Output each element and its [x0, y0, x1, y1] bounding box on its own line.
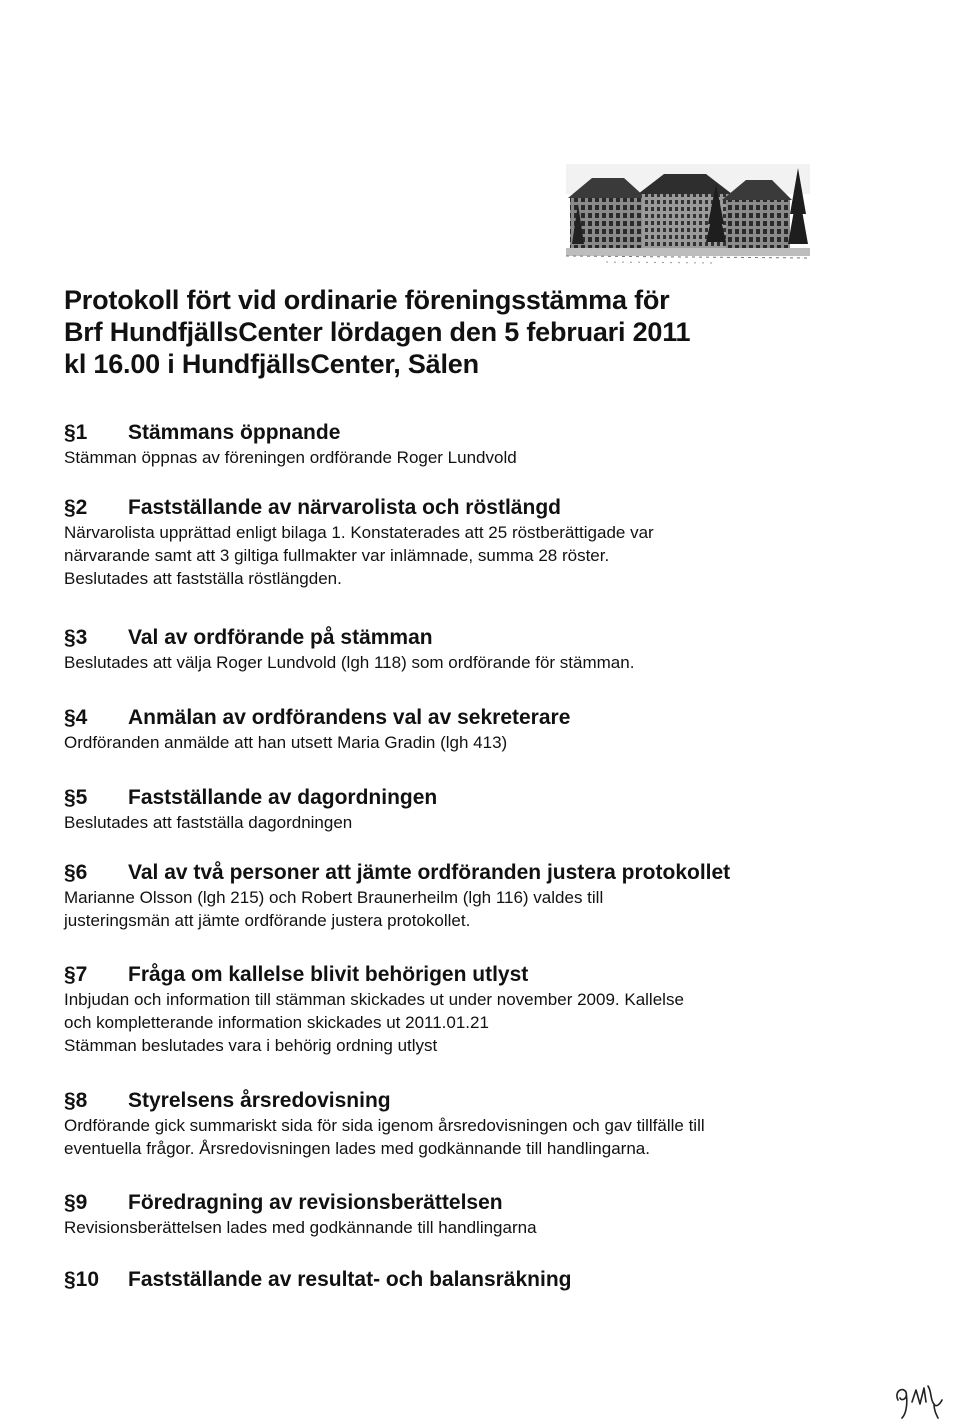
- section-heading: [64, 1088, 864, 1114]
- section-heading: [64, 1190, 864, 1216]
- section-title: Anmälan av ordförandens val av sekreterare: [128, 706, 571, 729]
- section-heading: [64, 860, 864, 886]
- section-1: [64, 420, 864, 469]
- body-line: Ordföranden anmälde att han utsett Maria Gradin (lgh 413): [64, 733, 508, 752]
- section-title: Fastställande av resultat- och balansräkning: [128, 1268, 572, 1291]
- section-3: [64, 625, 864, 674]
- title-line: Brf HundfjällsCenter lördagen den 5 februari 2011: [64, 317, 691, 347]
- title-line: kl 16.00 i HundfjällsCenter, Sälen: [64, 349, 479, 379]
- building-photo-icon: [566, 164, 810, 264]
- section-heading: [64, 420, 864, 446]
- body-line: Stämman öppnas av föreningen ordförande Roger Lundvold: [64, 448, 517, 467]
- section-2: [64, 495, 864, 590]
- section-title: Val av två personer att jämte ordföranden justera protokollet: [128, 861, 731, 884]
- body-line: och kompletterande information skickades ut 2011.01.21: [64, 1013, 489, 1032]
- section-body: [64, 446, 844, 469]
- body-line: Närvarolista upprättad enligt bilaga 1. Konstaterades att 25 röstberättigade var: [64, 523, 654, 542]
- section-number: §2: [64, 496, 88, 519]
- body-line: Revisionsberättelsen lades med godkännande till handlingarna: [64, 1218, 537, 1237]
- section-number: §8: [64, 1089, 88, 1112]
- section-7: [64, 962, 864, 1057]
- title-line: Protokoll fört vid ordinarie föreningsstämma för: [64, 285, 670, 315]
- body-line: Inbjudan och information till stämman skickades ut under november 2009. Kallelse: [64, 990, 684, 1009]
- section-number: §9: [64, 1191, 88, 1214]
- section-heading: [64, 785, 864, 811]
- section-body: [64, 886, 844, 932]
- document-title: [64, 284, 844, 380]
- section-body: [64, 651, 844, 674]
- section-body: [64, 988, 844, 1057]
- section-5: [64, 785, 864, 834]
- section-heading: [64, 962, 864, 988]
- section-8: [64, 1088, 864, 1160]
- section-body: [64, 811, 844, 834]
- section-number: §6: [64, 861, 88, 884]
- body-line: eventuella frågor. Årsredovisningen lades med godkännande till handlingarna.: [64, 1139, 650, 1158]
- section-title: Styrelsens årsredovisning: [128, 1089, 391, 1112]
- section-heading: [64, 1267, 864, 1293]
- handwritten-initials-icon: [892, 1378, 948, 1422]
- section-title: Val av ordförande på stämman: [128, 626, 433, 649]
- section-title: Fastställande av närvarolista och röstlängd: [128, 496, 561, 519]
- section-number: §1: [64, 421, 88, 444]
- section-number: §10: [64, 1268, 100, 1291]
- section-title: Fråga om kallelse blivit behörigen utlyst: [128, 963, 529, 986]
- section-body: [64, 1114, 844, 1160]
- body-line: Stämman beslutades vara i behörig ordning utlyst: [64, 1036, 438, 1055]
- section-number: §7: [64, 963, 88, 986]
- body-line: justeringsmän att jämte ordförande justera protokollet.: [64, 911, 471, 930]
- section-title: Fastställande av dagordningen: [128, 786, 438, 809]
- section-4: [64, 705, 864, 754]
- section-heading: [64, 705, 864, 731]
- section-title: Stämmans öppnande: [128, 421, 341, 444]
- body-line: Beslutades att fastställa röstlängden.: [64, 569, 342, 588]
- body-line: Beslutades att fastställa dagordningen: [64, 813, 353, 832]
- section-9: [64, 1190, 864, 1239]
- body-line: närvarande samt att 3 giltiga fullmakter var inlämnade, summa 28 röster.: [64, 546, 610, 565]
- section-body: [64, 1216, 844, 1239]
- body-line: Beslutades att välja Roger Lundvold (lgh 118) som ordförande för stämman.: [64, 653, 635, 672]
- section-heading: [64, 625, 864, 651]
- section-6: [64, 860, 864, 932]
- section-body: [64, 521, 844, 590]
- section-number: §5: [64, 786, 88, 809]
- body-line: Marianne Olsson (lgh 215) och Robert Braunerheilm (lgh 116) valdes till: [64, 888, 604, 907]
- section-heading: [64, 495, 864, 521]
- section-title: Föredragning av revisionsberättelsen: [128, 1191, 503, 1214]
- body-line: Ordförande gick summariskt sida för sida igenom årsredovisningen och gav tillfälle till: [64, 1116, 705, 1135]
- section-body: [64, 731, 844, 754]
- section-number: §4: [64, 706, 88, 729]
- section-10: [64, 1267, 864, 1293]
- section-number: §3: [64, 626, 88, 649]
